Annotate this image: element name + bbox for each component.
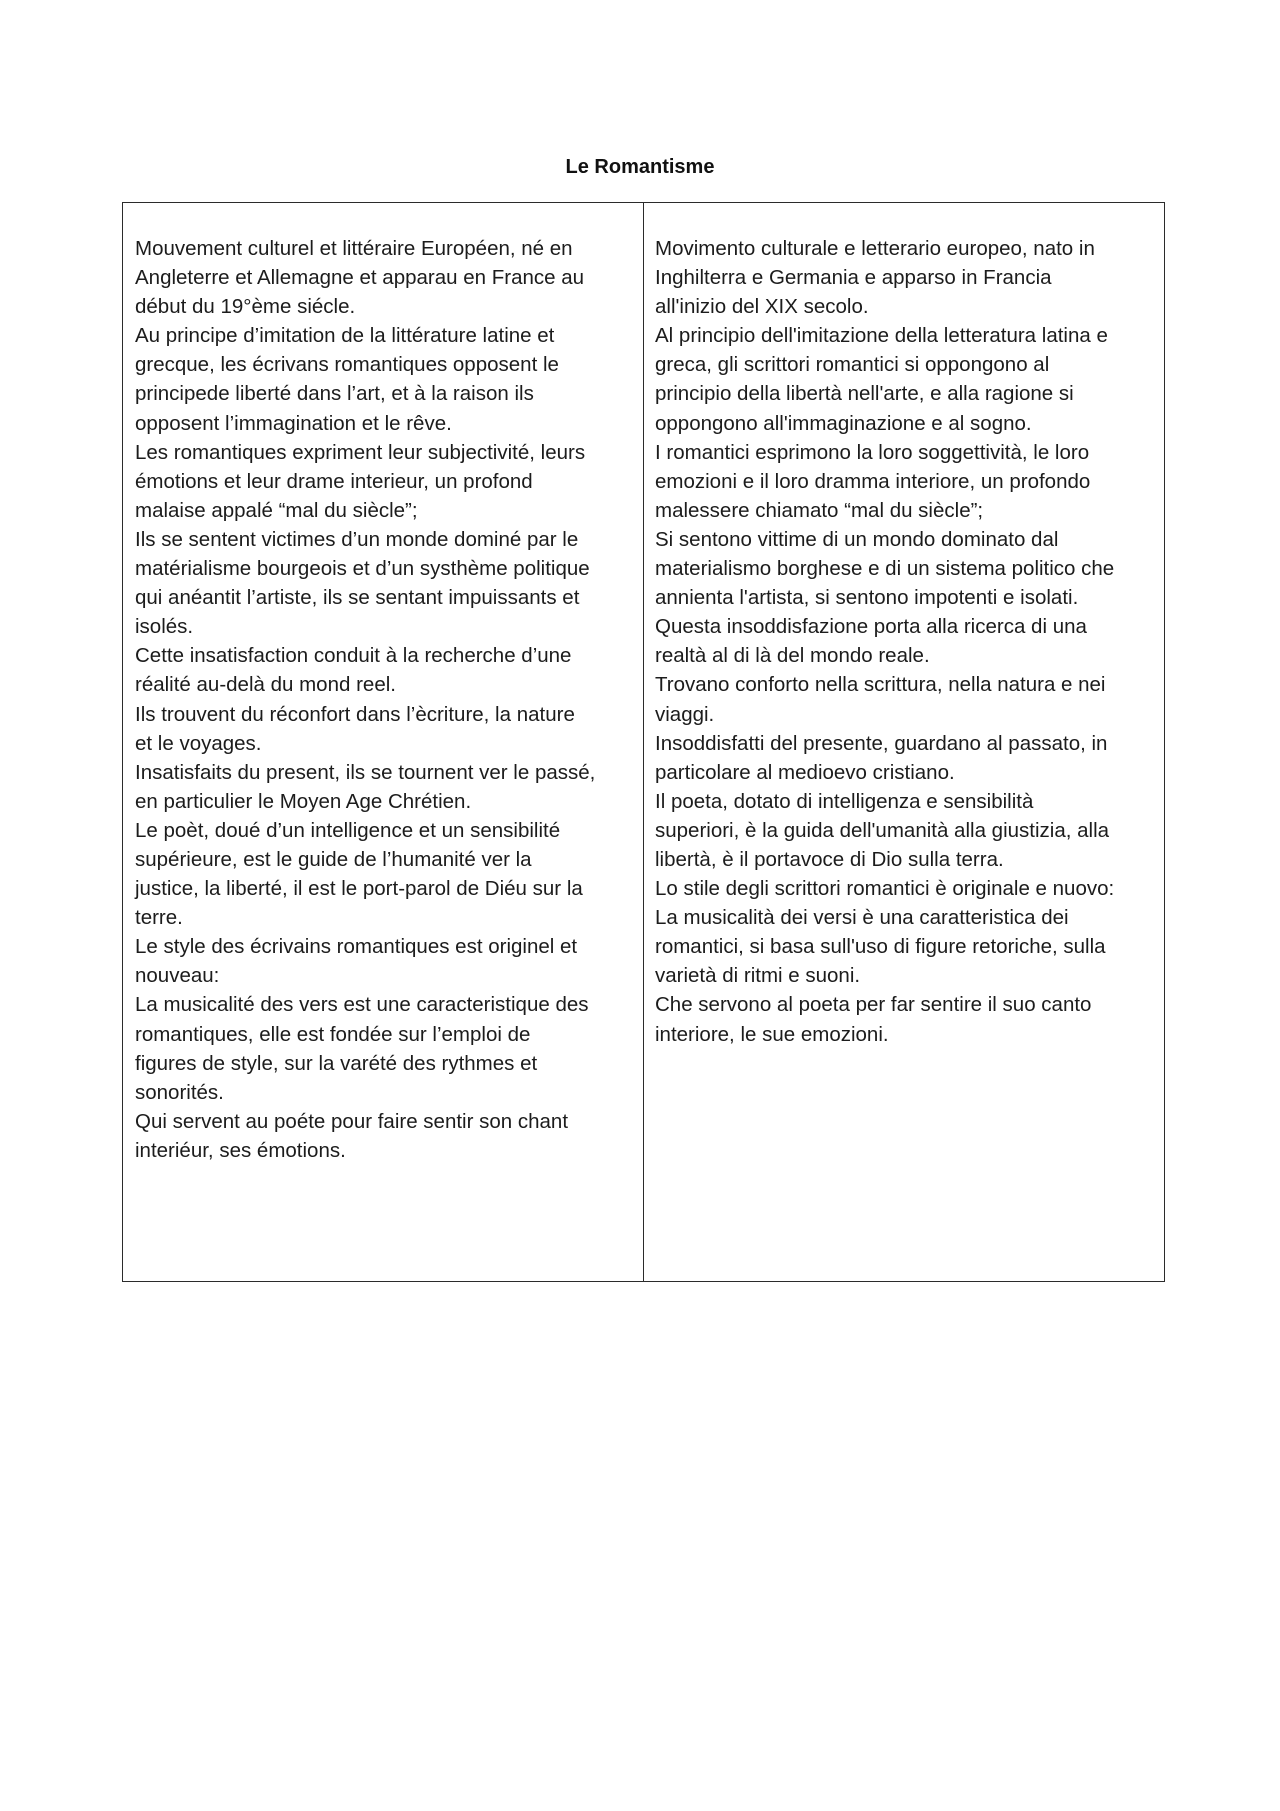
text-line: I romantici esprimono la loro soggettività, le loro: [655, 440, 1090, 464]
text-line: terre.: [135, 906, 183, 930]
text-line: La musicalità dei versi è una caratteristica dei: [655, 906, 1069, 930]
text-line: réalité au-delà du mond reel.: [135, 673, 396, 697]
text-line: particolare al medioevo cristiano.: [655, 760, 955, 784]
text-line: Ils se sentent victimes d’un monde dominé par le: [135, 527, 579, 551]
text-line: nouveau:: [135, 964, 220, 988]
text-line: Au principe d’imitation de la littérature latine et: [135, 324, 555, 348]
text-line: Che servono al poeta per far sentire il suo canto: [655, 993, 1092, 1017]
text-line: Les romantiques expriment leur subjectivité, leurs: [135, 440, 586, 464]
text-line: matérialisme bourgeois et d’un systhème politique: [135, 557, 590, 581]
text-line: greca, gli scrittori romantici si oppongono al: [655, 353, 1050, 377]
text-line: supérieure, est le guide de l’humanité ver la: [135, 847, 532, 871]
text-line: varietà di ritmi e suoni.: [655, 964, 861, 988]
text-line: début du 19°ème siécle.: [135, 295, 356, 319]
text-line: principede liberté dans l’art, et à la raison ils: [135, 382, 534, 406]
text-line: sonorités.: [135, 1080, 224, 1104]
text-line: principio della libertà nell'arte, e alla ragione si: [655, 382, 1074, 406]
text-line: romantici, si basa sull'uso di figure retoriche, sulla: [655, 935, 1106, 959]
text-line: interiore, le sue emozioni.: [655, 1022, 889, 1046]
text-line: Si sentono vittime di un mondo dominato dal: [655, 527, 1059, 551]
text-line: Inghilterra e Germania e apparso in Francia: [655, 266, 1052, 290]
text-line: Lo stile degli scrittori romantici è originale e nuovo:: [655, 877, 1115, 901]
text-line: émotions et leur drame interieur, un profond: [135, 469, 533, 493]
text-line: all'inizio del XIX secolo.: [655, 295, 869, 319]
text-line: Le style des écrivains romantiques est originel et: [135, 935, 578, 959]
text-line: Questa insoddisfazione porta alla ricerca di una: [655, 615, 1087, 639]
italian-text-column: [644, 203, 1164, 1281]
text-line: malaise appalé “mal du siècle”;: [135, 498, 418, 522]
text-line: Angleterre et Allemagne et apparau en France au: [135, 266, 585, 290]
text-line: Le poèt, doué d’un intelligence et un sensibilité: [135, 818, 561, 842]
text-line: Il poeta, dotato di intelligenza e sensibilità: [655, 789, 1034, 813]
text-line: Cette insatisfaction conduit à la recherche d’une: [135, 644, 572, 668]
french-text-column: [123, 203, 644, 1281]
text-line: Mouvement culturel et littéraire Européen, né en: [135, 237, 573, 260]
text-line: materialismo borghese e di un sistema politico che: [655, 557, 1115, 581]
text-line: figures de style, sur la varété des rythmes et: [135, 1051, 538, 1075]
text-line: grecque, les écrivans romantiques opposent le: [135, 353, 559, 377]
text-line: viaggi.: [655, 702, 715, 726]
text-line: en particulier le Moyen Age Chrétien.: [135, 789, 472, 813]
text-line: Al principio dell'imitazione della letteratura latina e: [655, 324, 1108, 348]
text-line: La musicalité des vers est une caracteristique des: [135, 993, 589, 1017]
text-line: romantiques, elle est fondée sur l’emploi de: [135, 1022, 531, 1046]
text-line: qui anéantit l’artiste, ils se sentant impuissants et: [135, 586, 580, 610]
text-line: emozioni e il loro dramma interiore, un profondo: [655, 469, 1091, 493]
text-line: Movimento culturale e letterario europeo, nato in: [655, 237, 1095, 260]
text-line: annienta l'artista, si sentono impotenti e isolati.: [655, 586, 1079, 610]
text-line: Qui servent au poéte pour faire sentir son chant: [135, 1109, 569, 1133]
text-line: superiori, è la guida dell'umanità alla giustizia, alla: [655, 818, 1110, 842]
text-line: justice, la liberté, il est le port-parol de Diéu sur la: [135, 877, 583, 901]
text-line: Trovano conforto nella scrittura, nella natura e nei: [655, 673, 1106, 697]
text-line: Insatisfaits du present, ils se tournent ver le passé,: [135, 760, 596, 784]
page-title: Le Romantisme: [565, 156, 715, 178]
text-line: isolés.: [135, 615, 194, 639]
text-line: malessere chiamato “mal du siècle”;: [655, 498, 984, 522]
text-line: Insoddisfatti del presente, guardano al passato, in: [655, 731, 1108, 755]
text-line: realtà al di là del mondo reale.: [655, 644, 930, 668]
text-line: Ils trouvent du réconfort dans l’ècriture, la nature: [135, 702, 575, 726]
text-line: libertà, è il portavoce di Dio sulla terra.: [655, 847, 1004, 871]
text-line: interiéur, ses émotions.: [135, 1138, 346, 1162]
text-line: oppongono all'immaginazione e al sogno.: [655, 411, 1032, 435]
text-line: et le voyages.: [135, 731, 262, 755]
text-line: opposent l’immagination et le rêve.: [135, 411, 452, 435]
translation-table: [122, 202, 1165, 1282]
